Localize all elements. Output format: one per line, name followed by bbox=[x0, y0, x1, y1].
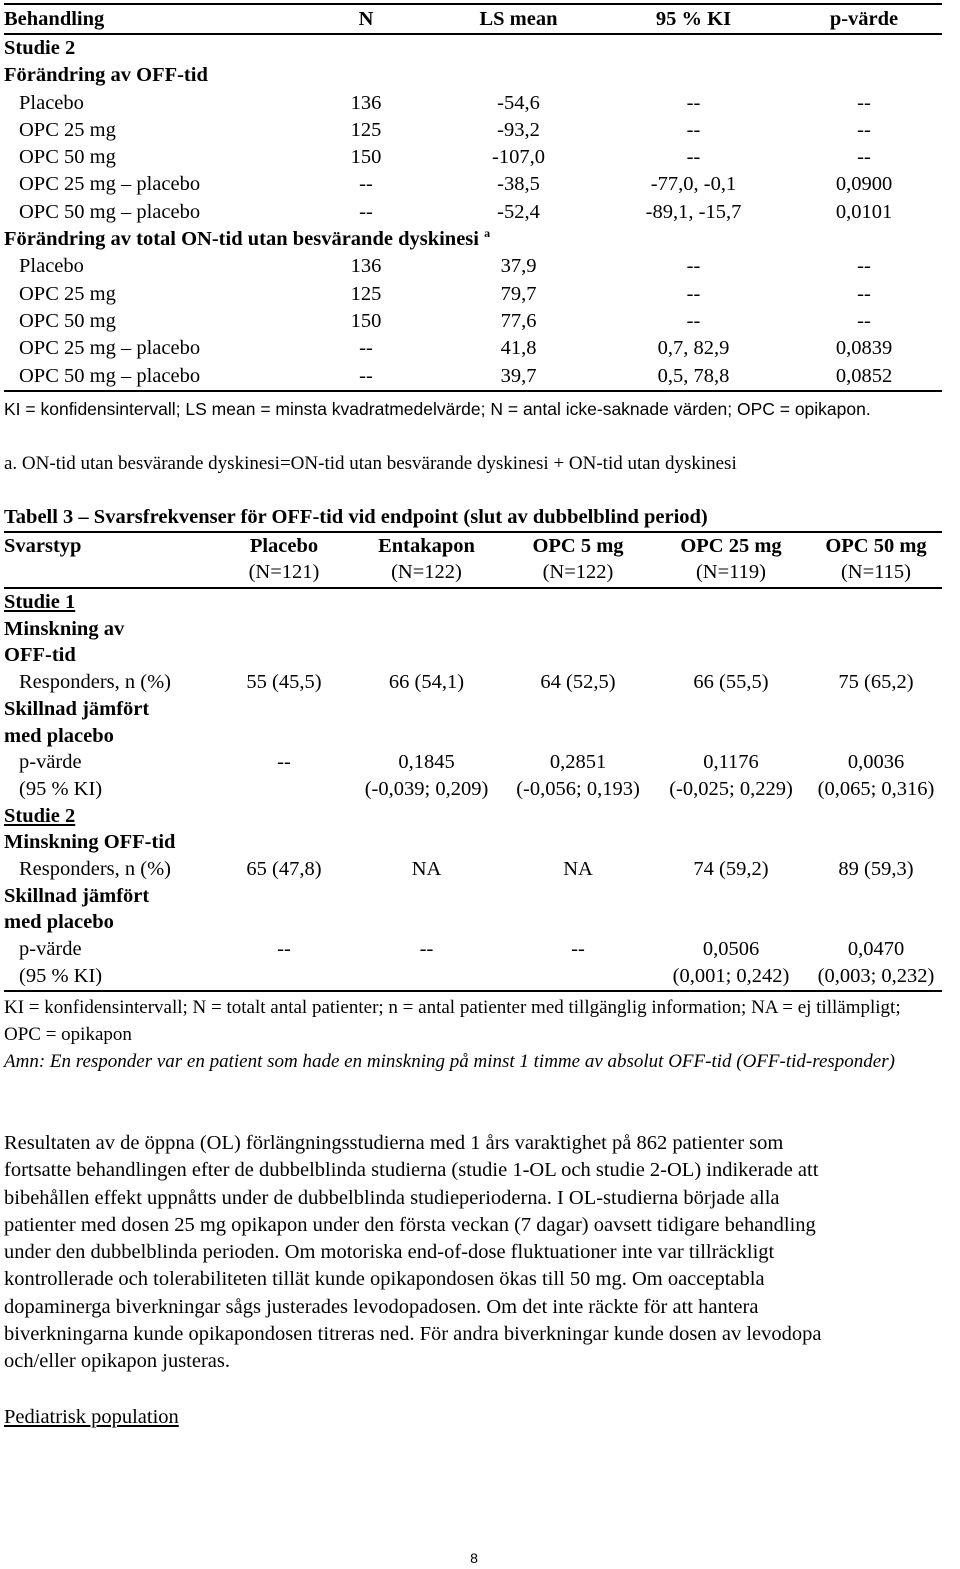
p-value-value: 0,0036 bbox=[847, 751, 905, 774]
cell-ls-mean: 39,7 bbox=[436, 363, 601, 391]
paragraph-line: fortsatte behandlingen efter de dubbelblinda studierna (studie 1-OL och studie 2-OL) indikerade att bbox=[4, 1159, 819, 1182]
page-number: 8 bbox=[470, 1550, 478, 1566]
cell-ls-mean: 41,8 bbox=[500, 337, 537, 360]
header-ci: 95 % KI bbox=[601, 4, 786, 34]
header-placebo: Placebo (N=121) bbox=[219, 533, 349, 588]
responders-label: Responders, n (%) bbox=[19, 671, 172, 694]
cell-p-value: -- bbox=[857, 309, 871, 332]
p-value-value: -- bbox=[277, 938, 291, 961]
p-value-value: -- bbox=[571, 938, 585, 961]
cell-ci: -- bbox=[686, 118, 701, 141]
responders-value: 66 (55,5) bbox=[693, 671, 769, 694]
responders-label: Responders, n (%) bbox=[19, 858, 172, 881]
ci-value: (-0,025; 0,229) bbox=[669, 777, 793, 800]
responders-value: 64 (52,5) bbox=[540, 671, 616, 694]
responders-value: 75 (65,2) bbox=[838, 671, 914, 694]
cell-ci: -77,0, -0,1 bbox=[650, 173, 737, 196]
table-row bbox=[4, 308, 942, 335]
ci-value bbox=[349, 963, 504, 991]
ci-value: (0,003; 0,232) bbox=[810, 963, 942, 991]
label-row bbox=[4, 883, 942, 910]
p-value-value: 0,0506 bbox=[702, 938, 760, 961]
section-title: Minskning OFF-tid bbox=[4, 831, 176, 854]
ci-value: (-0,039; 0,209) bbox=[364, 777, 489, 800]
cell-n: 150 bbox=[350, 146, 382, 169]
cell-treatment: OPC 50 mg bbox=[19, 309, 116, 332]
table2-abbreviation-note: KI = konfidensintervall; N = totalt antal patienter; n = antal patienter med tillgänglig information; NA = ej tillämpligt; OPC = opikapon bbox=[4, 997, 901, 1045]
cell-treatment: OPC 50 mg – placebo bbox=[4, 363, 296, 391]
cell-ci: -- bbox=[686, 282, 701, 305]
paragraph-line: under den dubbelblinda perioden. Om motoriska end-of-dose fluktuationer inte var tillräckligt bbox=[4, 1241, 775, 1264]
section-title: Minskning av bbox=[4, 617, 125, 640]
table2-amn-note: Amn: En responder var en patient som hade en minskning på minst 1 timme av absolut OFF-tid (OFF-tid-responder) bbox=[4, 1051, 895, 1072]
cell-treatment: OPC 50 mg bbox=[19, 146, 116, 169]
table-row bbox=[4, 199, 942, 226]
cell-p-value: -- bbox=[857, 118, 871, 141]
cell-ls-mean: 77,6 bbox=[500, 309, 537, 332]
cell-ls-mean: -38,5 bbox=[497, 173, 540, 196]
ci-value bbox=[219, 776, 349, 803]
paragraph-line: och/eller opikapon justeras. bbox=[4, 1350, 231, 1373]
cell-n: 125 bbox=[350, 118, 382, 141]
section-rows bbox=[4, 253, 942, 390]
table-row bbox=[4, 776, 942, 803]
body-paragraph bbox=[4, 1130, 944, 1376]
p-value-label: p-värde bbox=[19, 938, 82, 961]
section-heading-pediatric: Pediatrisk population bbox=[4, 1406, 179, 1428]
section-title: med placebo bbox=[4, 911, 114, 934]
table-row bbox=[4, 281, 942, 308]
label-row bbox=[4, 829, 942, 856]
label-row bbox=[4, 723, 942, 750]
paragraph-line: Resultaten av de öppna (OL) förlängningsstudierna med 1 års varaktighet på 862 patienter som bbox=[4, 1132, 784, 1154]
table-row bbox=[4, 963, 942, 991]
header-p-value: p-värde bbox=[786, 4, 942, 34]
cell-ci: -- bbox=[686, 91, 701, 114]
p-value-value: 0,1845 bbox=[398, 751, 455, 774]
responders-value: NA bbox=[411, 858, 442, 881]
cell-ls-mean: 37,9 bbox=[500, 255, 537, 278]
section-title: med placebo bbox=[4, 724, 114, 747]
paragraph-line: dopaminerga biverkningar sågs justerades levodopadosen. Om det inte räckte för att hantera bbox=[4, 1295, 759, 1318]
ci-label: (95 % KI) bbox=[19, 777, 103, 800]
ci-value bbox=[219, 963, 349, 991]
cell-n: -- bbox=[359, 200, 373, 223]
table1-abbreviation-note: KI = konfidensintervall; LS mean = minsta kvadratmedelvärde; N = antal icke-saknade värden; OPC = opikapon. bbox=[4, 399, 871, 419]
table2-body bbox=[4, 588, 942, 991]
cell-treatment: OPC 25 mg – placebo bbox=[19, 337, 201, 360]
cell-p-value: -- bbox=[857, 255, 871, 278]
header-entakapon: Entakapon (N=122) bbox=[349, 533, 504, 588]
cell-ls-mean: -52,4 bbox=[497, 200, 540, 223]
p-value-value: -- bbox=[277, 751, 291, 774]
table-row bbox=[4, 936, 942, 963]
table-header-row bbox=[4, 4, 942, 34]
label-row bbox=[4, 642, 942, 669]
section-title: Skillnad jämfört bbox=[4, 697, 150, 720]
header-behandling: Behandling bbox=[4, 4, 296, 34]
cell-treatment: OPC 25 mg bbox=[19, 282, 116, 305]
section-row bbox=[4, 62, 942, 89]
paragraph-line: biverkningarna kunde opikapondosen titreras ned. För andra biverkningar kunde dosen av levodopa bbox=[4, 1323, 822, 1346]
p-value-label: p-värde bbox=[19, 751, 82, 774]
cell-n: -- bbox=[296, 363, 436, 391]
cell-treatment: OPC 25 mg – placebo bbox=[19, 173, 201, 196]
table-row bbox=[4, 90, 942, 117]
cell-ls-mean: -107,0 bbox=[492, 146, 545, 169]
section-rows bbox=[4, 90, 942, 226]
section-title: Skillnad jämfört bbox=[4, 884, 150, 907]
cell-treatment: OPC 50 mg – placebo bbox=[19, 200, 201, 223]
study-label: Studie 2 bbox=[4, 804, 76, 827]
section-title: Förändring av total ON-tid utan besvärande dyskinesi $^a$ bbox=[4, 226, 491, 251]
cell-p-value: -- bbox=[857, 91, 871, 114]
cell-p-value: -- bbox=[857, 282, 871, 305]
table-row bbox=[4, 253, 942, 280]
study-label: Studie 2 bbox=[4, 37, 76, 59]
cell-n: 125 bbox=[350, 282, 382, 305]
header-opc50: OPC 50 mg (N=115) bbox=[810, 533, 942, 588]
label-row bbox=[4, 588, 942, 616]
p-value-value: 0,1176 bbox=[703, 751, 759, 774]
cell-n: -- bbox=[359, 173, 373, 196]
label-row bbox=[4, 696, 942, 723]
cell-ci: -- bbox=[686, 146, 701, 169]
table2-caption: Tabell 3 – Svarsfrekvenser för OFF-tid vid endpoint (slut av dubbelblind period) bbox=[4, 503, 942, 533]
results-table-study2 bbox=[4, 3, 942, 392]
cell-ci: 0,7, 82,9 bbox=[657, 337, 730, 360]
cell-n: -- bbox=[359, 337, 373, 360]
p-value-value: 0,0470 bbox=[847, 938, 905, 961]
paragraph-line: patienter med dosen 25 mg opikapon under den första veckan (7 dagar) oavsett tidigare behandling bbox=[4, 1213, 816, 1236]
section-title: OFF-tid bbox=[4, 644, 76, 667]
header-n: N bbox=[296, 4, 436, 34]
cell-ci: -89,1, -15,7 bbox=[645, 200, 742, 223]
table-row bbox=[4, 335, 942, 362]
cell-ls-mean: 79,7 bbox=[500, 282, 537, 305]
footnote-marker: a bbox=[484, 226, 491, 241]
cell-n: 150 bbox=[350, 309, 382, 332]
label-row bbox=[4, 616, 942, 643]
ci-label: (95 % KI) bbox=[4, 963, 219, 991]
cell-p-value: 0,0101 bbox=[835, 200, 893, 223]
response-rate-table bbox=[4, 533, 942, 992]
cell-n: 136 bbox=[350, 255, 382, 278]
responders-value: 89 (59,3) bbox=[838, 858, 914, 881]
cell-ci: 0,5, 78,8 bbox=[601, 363, 786, 391]
cell-treatment: Placebo bbox=[19, 91, 84, 114]
responders-value: 55 (45,5) bbox=[246, 671, 322, 694]
section-title: Förändring av OFF-tid bbox=[4, 64, 208, 87]
cell-ci: -- bbox=[686, 255, 701, 278]
cell-treatment: OPC 25 mg bbox=[19, 118, 116, 141]
cell-p-value: 0,0839 bbox=[835, 337, 893, 360]
table-row bbox=[4, 117, 942, 144]
table2-footnotes bbox=[4, 994, 934, 1075]
paragraph-line: bibehållen effekt uppnåtts under de dubbelblinda studieperioderna. I OL-studierna började alla bbox=[4, 1186, 780, 1209]
cell-ls-mean: -54,6 bbox=[497, 91, 540, 114]
p-value-value: 0,2851 bbox=[549, 751, 607, 774]
cell-ci: -- bbox=[686, 309, 701, 332]
table-row bbox=[4, 363, 942, 391]
table-header-row bbox=[4, 533, 942, 588]
responders-value: 66 (54,1) bbox=[388, 671, 465, 694]
ci-value: (0,001; 0,242) bbox=[652, 963, 810, 991]
cell-ls-mean: -93,2 bbox=[497, 118, 540, 141]
table1-footnote-a: a. ON-tid utan besvärande dyskinesi=ON-tid utan besvärande dyskinesi + ON-tid utan dyskinesi bbox=[4, 453, 737, 474]
header-opc25: OPC 25 mg (N=119) bbox=[652, 533, 810, 588]
header-svarstyp: Svarstyp bbox=[4, 533, 219, 588]
header-ls-mean: LS mean bbox=[436, 4, 601, 34]
study-row bbox=[4, 34, 942, 62]
cell-p-value: 0,0900 bbox=[835, 173, 893, 196]
cell-p-value: 0,0852 bbox=[786, 363, 942, 391]
table-row bbox=[4, 749, 942, 776]
label-row bbox=[4, 909, 942, 936]
responders-value: 74 (59,2) bbox=[693, 858, 769, 881]
p-value-value: -- bbox=[419, 938, 434, 961]
header-opc5: OPC 5 mg (N=122) bbox=[504, 533, 652, 588]
label-row bbox=[4, 803, 942, 830]
responders-value: NA bbox=[563, 858, 593, 881]
study-label: Studie 1 bbox=[4, 591, 76, 613]
responders-value: 65 (47,8) bbox=[246, 858, 322, 881]
cell-treatment: Placebo bbox=[19, 255, 84, 278]
section-row bbox=[4, 226, 942, 253]
paragraph-line: kontrollerade och tolerabiliteten tillät kunde opikapondosen ökas till 50 mg. Om oacceptabla bbox=[4, 1268, 765, 1291]
cell-p-value: -- bbox=[857, 146, 871, 169]
table-row bbox=[4, 856, 942, 883]
ci-value: (-0,056; 0,193) bbox=[516, 777, 640, 800]
ci-value: (0,065; 0,316) bbox=[817, 777, 935, 800]
table-row bbox=[4, 171, 942, 198]
cell-n: 136 bbox=[350, 91, 382, 114]
table-row bbox=[4, 669, 942, 696]
ci-value bbox=[504, 963, 652, 991]
table-row bbox=[4, 144, 942, 171]
